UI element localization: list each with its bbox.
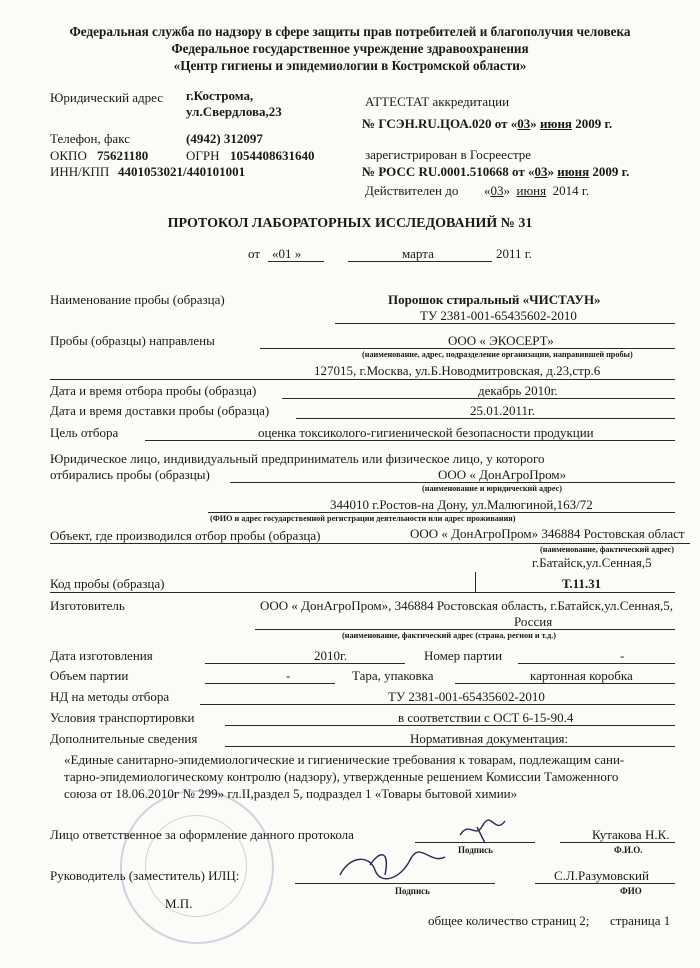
- sampling-date-label: Дата и время отбора пробы (образца): [50, 383, 257, 398]
- sign-caption-2: Подпись: [395, 886, 430, 896]
- valid-label: Действителен до: [365, 183, 459, 198]
- registered-number: [362, 164, 629, 180]
- transport-label: Условия транспортировки: [50, 710, 195, 725]
- code-label: Код пробы (образца): [50, 576, 165, 591]
- transport-value: в соответствии с ОСТ 6-15-90.4: [398, 710, 574, 725]
- object-value: ООО « ДонАгроПром» 346884 Ростовская област: [410, 526, 685, 541]
- protocol-from-label: от: [248, 246, 261, 261]
- page-current: страница 1: [610, 913, 671, 928]
- attestat-year: 2009 г.: [571, 116, 613, 131]
- attestat-label: АТТЕСТАТ аккредитации: [365, 94, 510, 109]
- volume-label: Объем партии: [50, 668, 129, 683]
- attestat-mid: »: [530, 116, 541, 131]
- header-line-3: «Центр гигиены и эпидемиологии в Костромской области»: [173, 58, 527, 73]
- sample-name-value: Порошок стиральный «ЧИСТАУН»: [388, 292, 601, 307]
- normative-line-2: тарно-эпидемиологическому контролю (надзору), утвержденные решением Комиссии Таможенного: [64, 769, 619, 784]
- purpose-label: Цель отбора: [50, 425, 119, 440]
- header-line-2: Федеральное государственное учреждение здравоохранения: [171, 41, 529, 56]
- entity-caption: (наименование и юридический адрес): [422, 484, 562, 493]
- attestat-number: [362, 116, 612, 132]
- address-street: ул.Свердлова,23: [186, 104, 282, 119]
- batch-value: -: [620, 648, 625, 663]
- purpose-value: оценка токсиколого-гигиенической безопасности продукции: [258, 425, 594, 440]
- ogrn-label: ОГРН: [186, 148, 220, 163]
- registered-day: 03: [534, 164, 548, 179]
- normative-line-1: «Единые санитарно-эпидемиологические и гигиенические требования к товарам, подлежащим сани-: [64, 752, 625, 767]
- sent-label: Пробы (образцы) направлены: [50, 333, 215, 348]
- protocol-year: 2011 г.: [496, 246, 532, 261]
- normative-line-3: союза от 18.06.2010г № 299» гл.II,раздел 5, подраздел 1 «Товары бытовой химии»: [64, 786, 518, 801]
- entity-address: 344010 г.Ростов-на Дону, ул.Малюгиной,163/72: [330, 497, 593, 512]
- maker-country: Россия: [514, 614, 553, 629]
- extra-label: Дополнительные сведения: [50, 731, 198, 746]
- okpo-label: ОКПО: [50, 148, 87, 163]
- extra-value: Нормативная документация:: [410, 731, 569, 746]
- okpo-value: 75621180: [97, 148, 149, 163]
- head-label: Руководитель (заместитель) ИЛЦ:: [50, 868, 240, 883]
- address-label: Юридический адрес: [50, 90, 164, 105]
- pack-label: Тара, упаковка: [352, 668, 434, 683]
- inn-label: ИНН/КПП: [50, 164, 110, 179]
- entity-caption-2: (ФИО и адрес государственной регистрации деятельности или адрес проживания): [210, 514, 516, 523]
- phone-label: Телефон, факс: [50, 131, 130, 146]
- address-city: г.Кострома,: [186, 88, 254, 103]
- head-name: С.Л.Разумовский: [554, 868, 649, 883]
- attestat-prefix: № ГСЭН.RU.ЦОА.020 от «: [362, 116, 518, 131]
- entity-value: ООО « ДонАгроПром»: [438, 467, 567, 482]
- attestat-day: 03: [517, 116, 531, 131]
- valid-day: 03: [490, 183, 504, 198]
- responsible-label: Лицо ответственное за оформление данного протокола: [50, 827, 354, 842]
- header-line-1: Федеральная служба по надзору в сфере защиты прав потребителей и благополучия человека: [69, 24, 631, 39]
- registered-year: 2009 г.: [589, 164, 630, 179]
- made-date-value: 2010г.: [314, 648, 348, 663]
- sent-value: ООО « ЭКОСЕРТ»: [448, 333, 554, 348]
- object-label: Объект, где производился отбор пробы (образца): [50, 528, 321, 543]
- valid-month: июня: [516, 183, 547, 198]
- phone-value: (4942) 312097: [186, 131, 263, 146]
- nd-label: НД на методы отбора: [50, 689, 170, 704]
- registered-mid: »: [547, 164, 558, 179]
- valid-date: [484, 183, 589, 199]
- attestat-month: июня: [540, 116, 572, 131]
- delivery-date-value: 25.01.2011г.: [470, 403, 536, 418]
- valid-close: »: [503, 183, 510, 198]
- valid-open: «: [484, 183, 491, 198]
- valid-year: 2014 г.: [552, 183, 589, 198]
- ogrn-value: 1054408631640: [230, 148, 315, 163]
- object-caption: (наименование, фактический адрес): [540, 545, 675, 554]
- made-date-label: Дата изготовления: [50, 648, 153, 663]
- pages-total: общее количество страниц 2;: [428, 913, 590, 928]
- signature-2: [330, 845, 450, 885]
- sampling-date-value: декабрь 2010г.: [478, 383, 558, 398]
- maker-value: ООО « ДонАгроПром», 346884 Ростовская область, г.Батайск,ул.Сенная,5,: [260, 598, 674, 613]
- entity-label-1: Юридическое лицо, индивидуальный предприниматель или физическое лицо, у которого: [50, 451, 545, 466]
- sample-name-label: Наименование пробы (образца): [50, 292, 225, 307]
- registered-month: июня: [557, 164, 590, 179]
- sent-caption: (наименование, адрес, подразделение организации, направившей пробы): [362, 350, 633, 359]
- mp-label: М.П.: [165, 896, 193, 911]
- signature-1: [455, 815, 515, 845]
- object-address: г.Батайск,ул.Сенная,5: [532, 555, 652, 570]
- fio-caption-2: ФИО: [620, 886, 642, 896]
- pack-value: картонная коробка: [530, 668, 633, 683]
- protocol-day: «01 »: [272, 246, 302, 261]
- responsible-name: Кутакова Н.К.: [592, 827, 670, 842]
- registered-prefix: № РОСС RU.0001.510668 от «: [362, 164, 535, 179]
- entity-label-2: отбирались пробы (образцы): [50, 467, 210, 482]
- protocol-month: марта: [402, 246, 434, 261]
- sign-caption-1: Подпись: [458, 845, 493, 855]
- sent-address: 127015, г.Москва, ул.Б.Новодмитровская, д.23,стр.6: [314, 363, 601, 378]
- code-value: Т.11.31: [562, 576, 602, 591]
- maker-label: Изготовитель: [50, 598, 125, 613]
- nd-value: ТУ 2381-001-65435602-2010: [388, 689, 545, 704]
- inn-value: 4401053021/440101001: [118, 164, 246, 179]
- protocol-title: ПРОТОКОЛ ЛАБОРАТОРНЫХ ИССЛЕДОВАНИЙ № 31: [167, 216, 533, 231]
- fio-caption-1: Ф.И.О.: [614, 845, 643, 855]
- batch-label: Номер партии: [424, 648, 503, 663]
- maker-caption: (наименование, фактический адрес (страна, регион и т.д.): [342, 631, 557, 640]
- registered-label: зарегистрирован в Госреестре: [365, 147, 532, 162]
- delivery-date-label: Дата и время доставки пробы (образца): [50, 403, 270, 418]
- volume-value: -: [286, 668, 291, 683]
- sample-tu: ТУ 2381-001-65435602-2010: [420, 308, 577, 323]
